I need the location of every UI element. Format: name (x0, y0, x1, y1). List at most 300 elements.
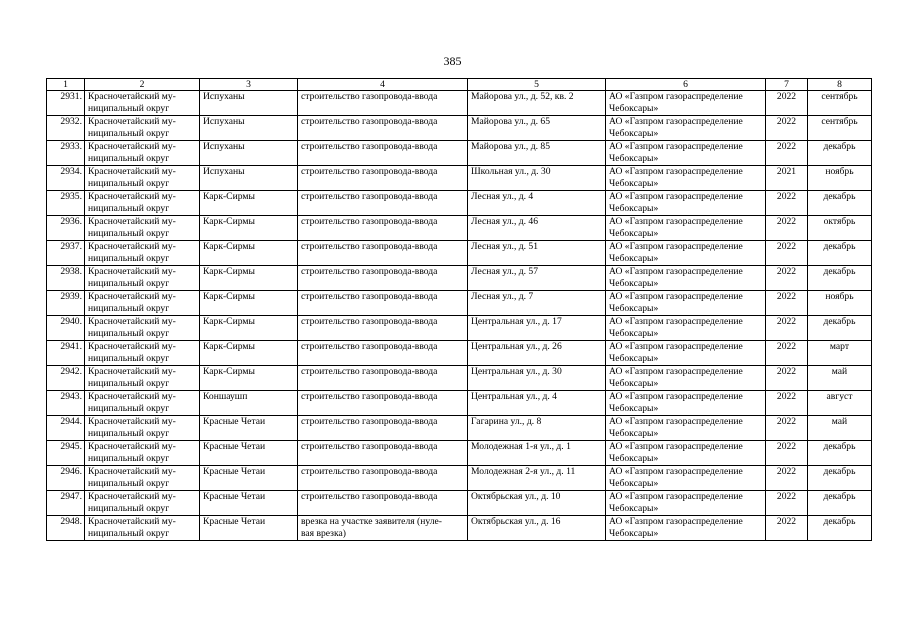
district-cell-text: Красночетайский му- (88, 491, 176, 502)
settlement-cell-text: Красные Четаи (203, 516, 266, 527)
header-cell: 7 (766, 79, 808, 91)
table-row (47, 441, 872, 466)
year-cell-text: 2022 (776, 216, 797, 227)
address-cell-text: Октябрьская ул., д. 16 (471, 516, 561, 527)
month-cell (808, 516, 872, 541)
table-row (47, 266, 872, 291)
row-number (47, 516, 85, 541)
address-cell-text: Центральная ул., д. 26 (471, 341, 562, 352)
row-number (47, 166, 85, 191)
organization-cell-text: АО «Газпром газораспределение Чебоксары» (609, 291, 743, 314)
address-cell (468, 241, 606, 266)
work-type-cell-text: строительство газопровода-ввода (301, 91, 438, 102)
work-type-cell (298, 166, 468, 191)
month-cell (808, 316, 872, 341)
organization-cell-text: АО «Газпром газораспределение Чебоксары» (609, 316, 743, 339)
month-cell (808, 291, 872, 316)
settlement-cell (200, 441, 298, 466)
work-type-cell-text: вая врезка) (301, 527, 346, 539)
district-cell (85, 291, 200, 316)
row-number (47, 391, 85, 416)
work-type-cell (298, 141, 468, 166)
year-cell-text: 2022 (776, 441, 797, 452)
year-cell-text: 2022 (776, 266, 797, 277)
district-cell-text: Красночетайский му- (88, 416, 176, 427)
row-number-text: 2948. (60, 516, 82, 527)
table-row (47, 341, 872, 366)
district-cell-text: ниципальный округ (88, 327, 170, 339)
year-cell-text: 2022 (776, 316, 797, 327)
row-number-text: 2942. (60, 366, 82, 377)
settlement-cell (200, 166, 298, 191)
district-cell-text: ниципальный округ (88, 527, 170, 539)
month-cell-text: декабрь (823, 466, 856, 477)
district-cell-text: Красночетайский му- (88, 441, 176, 452)
district-cell-text: ниципальный округ (88, 502, 170, 514)
district-cell (85, 166, 200, 191)
header-row (47, 79, 872, 91)
district-cell-text: Красночетайский му- (88, 516, 176, 527)
month-cell-text: март (829, 341, 850, 352)
year-cell (766, 391, 808, 416)
header-cell: 5 (468, 79, 606, 91)
row-number-text: 2947. (60, 491, 82, 502)
settlement-cell (200, 116, 298, 141)
address-cell (468, 191, 606, 216)
organization-cell-text: АО «Газпром газораспределение Чебоксары» (609, 141, 743, 164)
work-type-cell-text: строительство газопровода-ввода (301, 241, 438, 252)
settlement-cell-text: Карк-Сирмы (203, 366, 255, 377)
organization-cell (606, 241, 766, 266)
district-cell-text: ниципальный округ (88, 377, 170, 389)
work-type-cell-text: строительство газопровода-ввода (301, 116, 438, 127)
district-cell (85, 116, 200, 141)
row-number (47, 291, 85, 316)
settlement-cell-text: Карк-Сирмы (203, 241, 255, 252)
address-cell (468, 366, 606, 391)
district-cell (85, 241, 200, 266)
header-cell: 8 (808, 79, 872, 91)
district-cell (85, 491, 200, 516)
year-cell-text: 2022 (776, 141, 797, 152)
organization-cell (606, 166, 766, 191)
organization-cell-text: АО «Газпром газораспределение Чебоксары» (609, 516, 743, 539)
row-number-text: 2943. (60, 391, 82, 402)
row-number-text: 2931. (60, 91, 82, 102)
work-type-cell (298, 516, 468, 541)
month-cell (808, 366, 872, 391)
address-cell-text: Центральная ул., д. 17 (471, 316, 562, 327)
page-number: 385 (443, 54, 462, 68)
month-cell (808, 416, 872, 441)
settlement-cell-text: Испуханы (203, 116, 245, 127)
address-cell-text: Центральная ул., д. 30 (471, 366, 562, 377)
settlement-cell (200, 91, 298, 116)
work-type-cell (298, 416, 468, 441)
row-number-text: 2941. (60, 341, 82, 352)
district-cell-text: Красночетайский му- (88, 341, 176, 352)
year-cell-text: 2022 (776, 416, 797, 427)
month-cell (808, 241, 872, 266)
district-cell (85, 366, 200, 391)
month-cell (808, 216, 872, 241)
month-cell-text: май (831, 366, 848, 377)
district-cell (85, 91, 200, 116)
table-body (47, 91, 872, 541)
year-cell-text: 2022 (776, 491, 797, 502)
row-number-text: 2940. (60, 316, 82, 327)
district-cell (85, 316, 200, 341)
settlement-cell-text: Красные Четаи (203, 441, 266, 452)
settlement-cell-text: Испуханы (203, 91, 245, 102)
address-cell-text: Октябрьская ул., д. 10 (471, 491, 561, 502)
address-cell (468, 441, 606, 466)
work-type-cell (298, 116, 468, 141)
organization-cell (606, 91, 766, 116)
row-number (47, 491, 85, 516)
table-row (47, 316, 872, 341)
month-cell-text: декабрь (823, 191, 856, 202)
row-number-text: 2933. (60, 141, 82, 152)
district-cell-text: Красночетайский му- (88, 216, 176, 227)
address-cell (468, 141, 606, 166)
row-number-text: 2944. (60, 416, 82, 427)
work-type-cell-text: строительство газопровода-ввода (301, 266, 438, 277)
work-type-cell-text: строительство газопровода-ввода (301, 366, 438, 377)
district-cell-text: Красночетайский му- (88, 141, 176, 152)
row-number (47, 241, 85, 266)
header-cell: 1 (47, 79, 85, 91)
year-cell-text: 2022 (776, 516, 797, 527)
settlement-cell (200, 191, 298, 216)
row-number-text: 2937. (60, 241, 82, 252)
year-cell (766, 366, 808, 391)
table-row (47, 241, 872, 266)
row-number-text: 2935. (60, 191, 82, 202)
gas-pipeline-table (46, 78, 872, 541)
row-number-text: 2938. (60, 266, 82, 277)
header-cell: 6 (606, 79, 766, 91)
district-cell-text: ниципальный округ (88, 352, 170, 364)
row-number (47, 316, 85, 341)
work-type-cell-text: строительство газопровода-ввода (301, 191, 438, 202)
year-cell (766, 266, 808, 291)
month-cell-text: сентябрь (821, 116, 858, 127)
work-type-cell (298, 466, 468, 491)
month-cell (808, 91, 872, 116)
district-cell (85, 341, 200, 366)
work-type-cell (298, 316, 468, 341)
table-row (47, 291, 872, 316)
year-cell (766, 191, 808, 216)
year-cell-text: 2022 (776, 91, 797, 102)
organization-cell (606, 291, 766, 316)
settlement-cell (200, 266, 298, 291)
settlement-cell (200, 416, 298, 441)
settlement-cell (200, 241, 298, 266)
address-cell (468, 491, 606, 516)
settlement-cell-text: Карк-Сирмы (203, 316, 255, 327)
settlement-cell (200, 141, 298, 166)
table-row (47, 391, 872, 416)
district-cell-text: Красночетайский му- (88, 241, 176, 252)
row-number-text: 2932. (60, 116, 82, 127)
table-row (47, 416, 872, 441)
year-cell (766, 241, 808, 266)
organization-cell-text: АО «Газпром газораспределение Чебоксары» (609, 116, 743, 139)
settlement-cell (200, 466, 298, 491)
table-row (47, 191, 872, 216)
district-cell-text: ниципальный округ (88, 252, 170, 264)
year-cell (766, 216, 808, 241)
year-cell-text: 2022 (776, 291, 797, 302)
work-type-cell (298, 91, 468, 116)
month-cell-text: ноябрь (825, 291, 854, 302)
organization-cell (606, 516, 766, 541)
month-cell (808, 466, 872, 491)
row-number (47, 466, 85, 491)
year-cell-text: 2022 (776, 366, 797, 377)
work-type-cell (298, 291, 468, 316)
organization-cell-text: АО «Газпром газораспределение Чебоксары» (609, 241, 743, 264)
organization-cell-text: АО «Газпром газораспределение Чебоксары» (609, 441, 743, 464)
month-cell-text: декабрь (823, 266, 856, 277)
year-cell (766, 116, 808, 141)
month-cell-text: декабрь (823, 441, 856, 452)
row-number (47, 416, 85, 441)
row-number (47, 141, 85, 166)
district-cell (85, 216, 200, 241)
year-cell (766, 316, 808, 341)
district-cell-text: Красночетайский му- (88, 166, 176, 177)
address-cell-text: Молодежная 1-я ул., д. 1 (471, 441, 571, 452)
row-number (47, 366, 85, 391)
district-cell (85, 391, 200, 416)
organization-cell (606, 441, 766, 466)
settlement-cell-text: Красные Четаи (203, 416, 266, 427)
district-cell-text: ниципальный округ (88, 202, 170, 214)
year-cell (766, 491, 808, 516)
year-cell (766, 466, 808, 491)
organization-cell (606, 366, 766, 391)
district-cell-text: Красночетайский му- (88, 466, 176, 477)
organization-cell-text: АО «Газпром газораспределение Чебоксары» (609, 466, 743, 489)
organization-cell (606, 116, 766, 141)
work-type-cell-text: строительство газопровода-ввода (301, 141, 438, 152)
organization-cell-text: АО «Газпром газораспределение Чебоксары» (609, 191, 743, 214)
settlement-cell (200, 516, 298, 541)
month-cell-text: сентябрь (821, 91, 858, 102)
row-number-text: 2936. (60, 216, 82, 227)
address-cell (468, 91, 606, 116)
settlement-cell-text: Испуханы (203, 141, 245, 152)
month-cell-text: ноябрь (825, 166, 854, 177)
settlement-cell (200, 391, 298, 416)
address-cell (468, 516, 606, 541)
address-cell-text: Школьная ул., д. 30 (471, 166, 551, 177)
district-cell-text: ниципальный округ (88, 177, 170, 189)
district-cell-text: Красночетайский му- (88, 116, 176, 127)
address-cell (468, 466, 606, 491)
settlement-cell-text: Красные Четаи (203, 491, 266, 502)
district-cell-text: Красночетайский му- (88, 366, 176, 377)
district-cell-text: ниципальный округ (88, 477, 170, 489)
organization-cell-text: АО «Газпром газораспределение Чебоксары» (609, 341, 743, 364)
organization-cell (606, 491, 766, 516)
work-type-cell-text: строительство газопровода-ввода (301, 341, 438, 352)
organization-cell-text: АО «Газпром газораспределение Чебоксары» (609, 491, 743, 514)
settlement-cell (200, 291, 298, 316)
district-cell-text: Красночетайский му- (88, 191, 176, 202)
table-row (47, 166, 872, 191)
row-number (47, 91, 85, 116)
address-cell-text: Майорова ул., д. 85 (471, 141, 551, 152)
table-row (47, 91, 872, 116)
address-cell-text: Гагарина ул., д. 8 (471, 416, 542, 427)
month-cell (808, 191, 872, 216)
address-cell (468, 391, 606, 416)
organization-cell (606, 316, 766, 341)
address-cell (468, 166, 606, 191)
row-number (47, 216, 85, 241)
district-cell-text: ниципальный округ (88, 102, 170, 114)
row-number (47, 341, 85, 366)
organization-cell (606, 141, 766, 166)
address-cell-text: Лесная ул., д. 57 (471, 266, 539, 277)
address-cell (468, 291, 606, 316)
address-cell (468, 316, 606, 341)
district-cell (85, 266, 200, 291)
row-number (47, 441, 85, 466)
year-cell-text: 2022 (776, 466, 797, 477)
organization-cell (606, 466, 766, 491)
settlement-cell (200, 341, 298, 366)
month-cell (808, 341, 872, 366)
work-type-cell-text: строительство газопровода-ввода (301, 316, 438, 327)
year-cell-text: 2022 (776, 341, 797, 352)
table-row (47, 516, 872, 541)
settlement-cell-text: Карк-Сирмы (203, 191, 255, 202)
year-cell (766, 341, 808, 366)
district-cell-text: Красночетайский му- (88, 266, 176, 277)
work-type-cell-text: строительство газопровода-ввода (301, 391, 438, 402)
address-cell (468, 416, 606, 441)
work-type-cell (298, 191, 468, 216)
settlement-cell (200, 216, 298, 241)
work-type-cell-text: строительство газопровода-ввода (301, 491, 438, 502)
organization-cell (606, 391, 766, 416)
month-cell-text: август (826, 391, 853, 402)
year-cell-text: 2022 (776, 191, 797, 202)
work-type-cell (298, 341, 468, 366)
month-cell (808, 266, 872, 291)
year-cell-text: 2022 (776, 116, 797, 127)
district-cell-text: Красночетайский му- (88, 391, 176, 402)
work-type-cell-text: строительство газопровода-ввода (301, 441, 438, 452)
settlement-cell-text: Красные Четаи (203, 466, 266, 477)
settlement-cell-text: Испуханы (203, 166, 245, 177)
district-cell-text: ниципальный округ (88, 152, 170, 164)
address-cell-text: Майорова ул., д. 65 (471, 116, 551, 127)
row-number-text: 2934. (60, 166, 82, 177)
row-number-text: 2946. (60, 466, 82, 477)
month-cell-text: май (831, 416, 848, 427)
work-type-cell-text: строительство газопровода-ввода (301, 416, 438, 427)
address-cell (468, 116, 606, 141)
header-cell: 2 (85, 79, 200, 91)
organization-cell (606, 266, 766, 291)
organization-cell-text: АО «Газпром газораспределение Чебоксары» (609, 416, 743, 439)
settlement-cell (200, 366, 298, 391)
header-cell: 4 (298, 79, 468, 91)
month-cell (808, 391, 872, 416)
month-cell-text: декабрь (823, 516, 856, 527)
month-cell-text: декабрь (823, 491, 856, 502)
district-cell (85, 191, 200, 216)
work-type-cell (298, 391, 468, 416)
district-cell-text: Красночетайский му- (88, 291, 176, 302)
organization-cell-text: АО «Газпром газораспределение Чебоксары» (609, 91, 743, 114)
month-cell-text: декабрь (823, 141, 856, 152)
settlement-cell-text: Карк-Сирмы (203, 341, 255, 352)
month-cell-text: декабрь (823, 316, 856, 327)
settlement-cell-text: Карк-Сирмы (203, 291, 255, 302)
work-type-cell (298, 241, 468, 266)
month-cell (808, 166, 872, 191)
district-cell-text: Красночетайский му- (88, 91, 176, 102)
address-cell-text: Лесная ул., д. 51 (471, 241, 539, 252)
table-row (47, 366, 872, 391)
work-type-cell (298, 491, 468, 516)
settlement-cell (200, 316, 298, 341)
organization-cell (606, 191, 766, 216)
month-cell (808, 116, 872, 141)
district-cell (85, 416, 200, 441)
work-type-cell-text: строительство газопровода-ввода (301, 166, 438, 177)
address-cell-text: Майорова ул., д. 52, кв. 2 (471, 91, 574, 102)
district-cell-text: ниципальный округ (88, 452, 170, 464)
district-cell (85, 466, 200, 491)
settlement-cell-text: Коншаушп (203, 391, 248, 402)
organization-cell-text: АО «Газпром газораспределение Чебоксары» (609, 166, 743, 189)
organization-cell (606, 216, 766, 241)
work-type-cell (298, 441, 468, 466)
address-cell (468, 341, 606, 366)
table-row (47, 216, 872, 241)
year-cell (766, 166, 808, 191)
row-number (47, 191, 85, 216)
district-cell-text: ниципальный округ (88, 427, 170, 439)
year-cell (766, 141, 808, 166)
organization-cell-text: АО «Газпром газораспределение Чебоксары» (609, 266, 743, 289)
district-cell-text: ниципальный округ (88, 227, 170, 239)
organization-cell-text: АО «Газпром газораспределение Чебоксары» (609, 391, 743, 414)
row-number-text: 2945. (60, 441, 82, 452)
year-cell-text: 2022 (776, 391, 797, 402)
organization-cell-text: АО «Газпром газораспределение Чебоксары» (609, 366, 743, 389)
month-cell (808, 491, 872, 516)
address-cell-text: Молодежная 2-я ул., д. 11 (471, 466, 576, 477)
row-number (47, 116, 85, 141)
work-type-cell-text: строительство газопровода-ввода (301, 216, 438, 227)
district-cell (85, 516, 200, 541)
district-cell-text: ниципальный округ (88, 302, 170, 314)
row-number (47, 266, 85, 291)
table-row (47, 141, 872, 166)
work-type-cell (298, 216, 468, 241)
address-cell-text: Лесная ул., д. 4 (471, 191, 534, 202)
year-cell (766, 416, 808, 441)
